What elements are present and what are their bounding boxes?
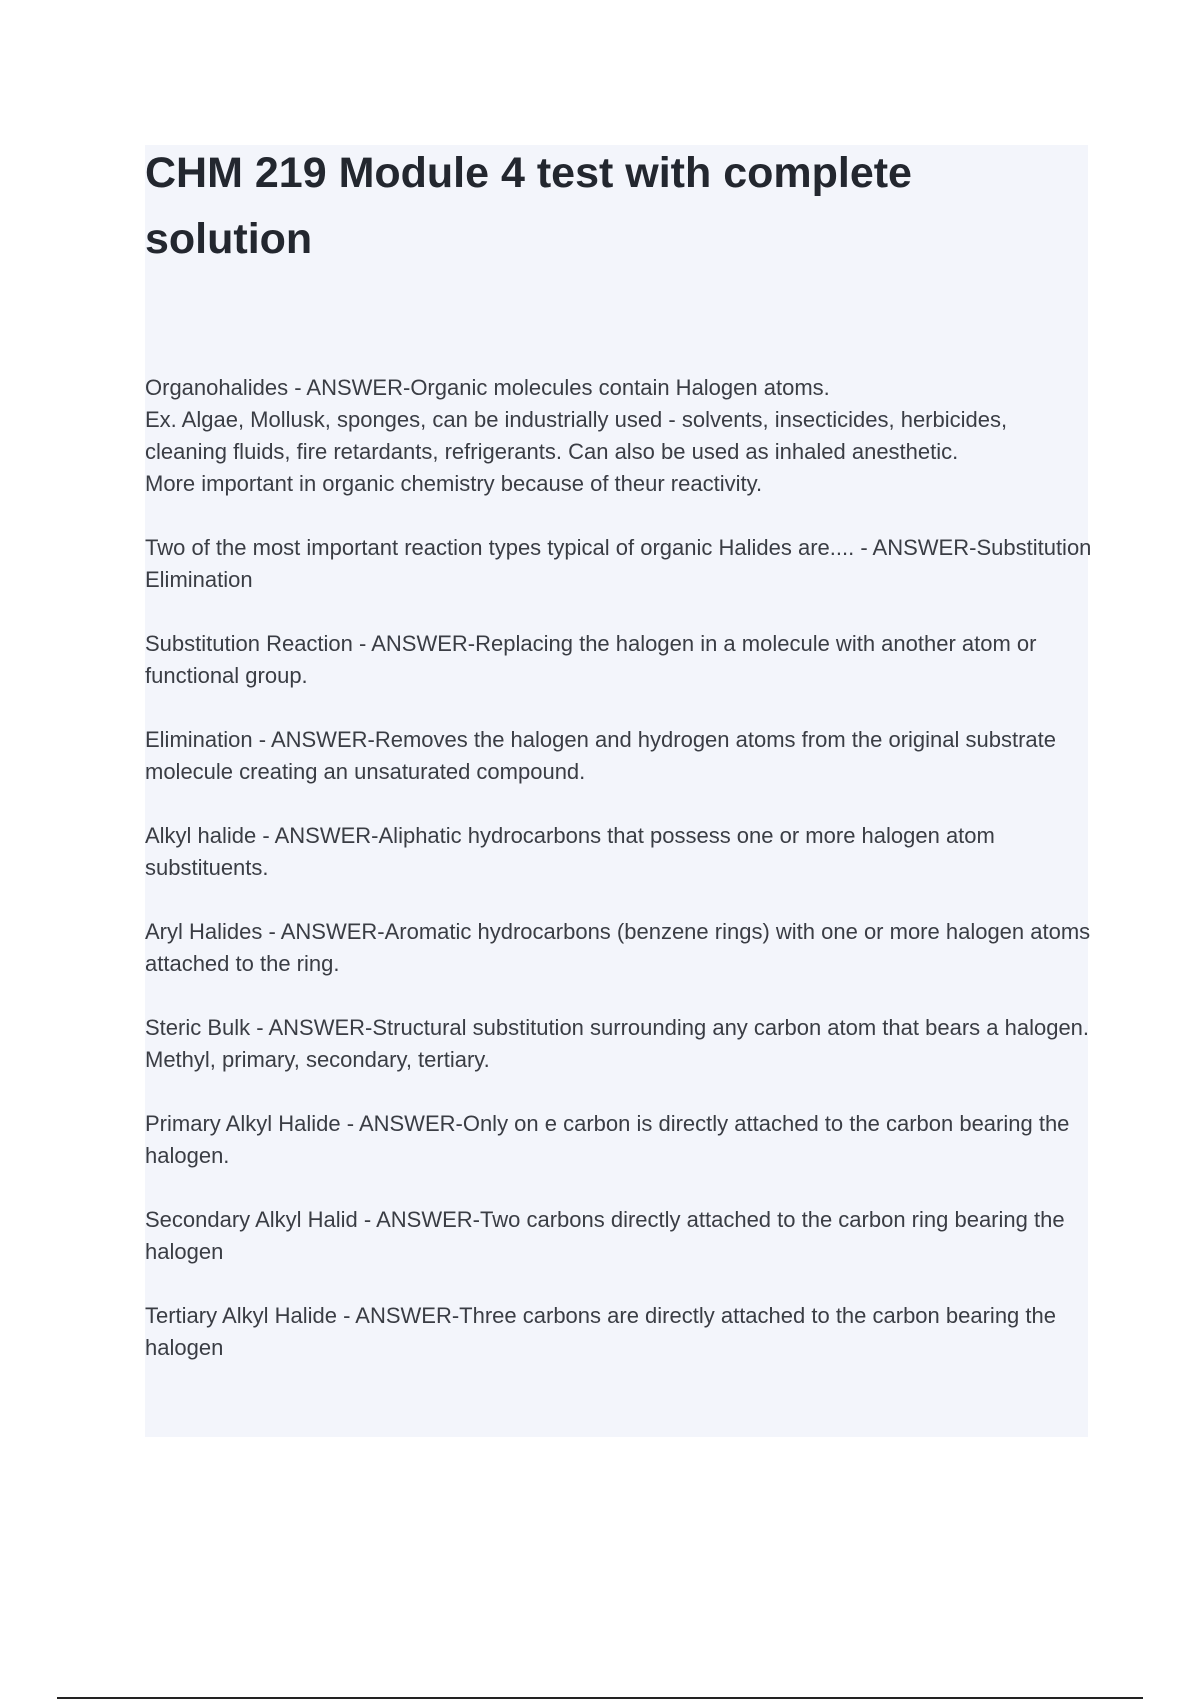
- qa-entry-organohalides: Organohalides - ANSWER-Organic molecules contain Halogen atoms. Ex. Algae, Mollusk, sponges, can be industrially used - solvents, insecticides, herbicides, cleaning fluids, fire retardants, refrigerants. Can also be used as inhaled anesthetic. More important in organic chemistry because of theur reactivity.: [145, 375, 1008, 496]
- qa-entry-elimination: Elimination - ANSWER-Removes the halogen and hydrogen atoms from the original substrate molecule creating an unsaturated compound.: [145, 727, 1057, 784]
- qa-entry-secondary-alkyl-halide: Secondary Alkyl Halid - ANSWER-Two carbons directly attached to the carbon ring bearing the halogen: [145, 1207, 1065, 1264]
- qa-entry-tertiary-alkyl-halide: Tertiary Alkyl Halide - ANSWER-Three carbons are directly attached to the carbon bearing the halogen: [145, 1303, 1056, 1360]
- qa-entry-primary-alkyl-halide: Primary Alkyl Halide - ANSWER-Only on e carbon is directly attached to the carbon bearing the halogen.: [145, 1111, 1070, 1168]
- qa-entry-steric-bulk: Steric Bulk - ANSWER-Structural substitution surrounding any carbon atom that bears a halogen. Methyl, primary, secondary, tertiary.: [145, 1015, 1090, 1072]
- qa-entry-substitution-reaction: Substitution Reaction - ANSWER-Replacing the halogen in a molecule with another atom or functional group.: [145, 631, 1037, 688]
- qa-entry-reaction-types: Two of the most important reaction types typical of organic Halides are.... - ANSWER-Substitution Elimination: [145, 535, 1092, 592]
- qa-entry-aryl-halides: Aryl Halides - ANSWER-Aromatic hydrocarbons (benzene rings) with one or more halogen atoms attached to the ring.: [145, 919, 1091, 976]
- document-title: CHM 219 Module 4 test with complete solution: [145, 149, 912, 263]
- qa-entry-alkyl-halide: Alkyl halide - ANSWER-Aliphatic hydrocarbons that possess one or more halogen atom substituents.: [145, 823, 995, 880]
- page-bottom-rule: [57, 1697, 1143, 1699]
- qa-list: [145, 372, 1095, 1396]
